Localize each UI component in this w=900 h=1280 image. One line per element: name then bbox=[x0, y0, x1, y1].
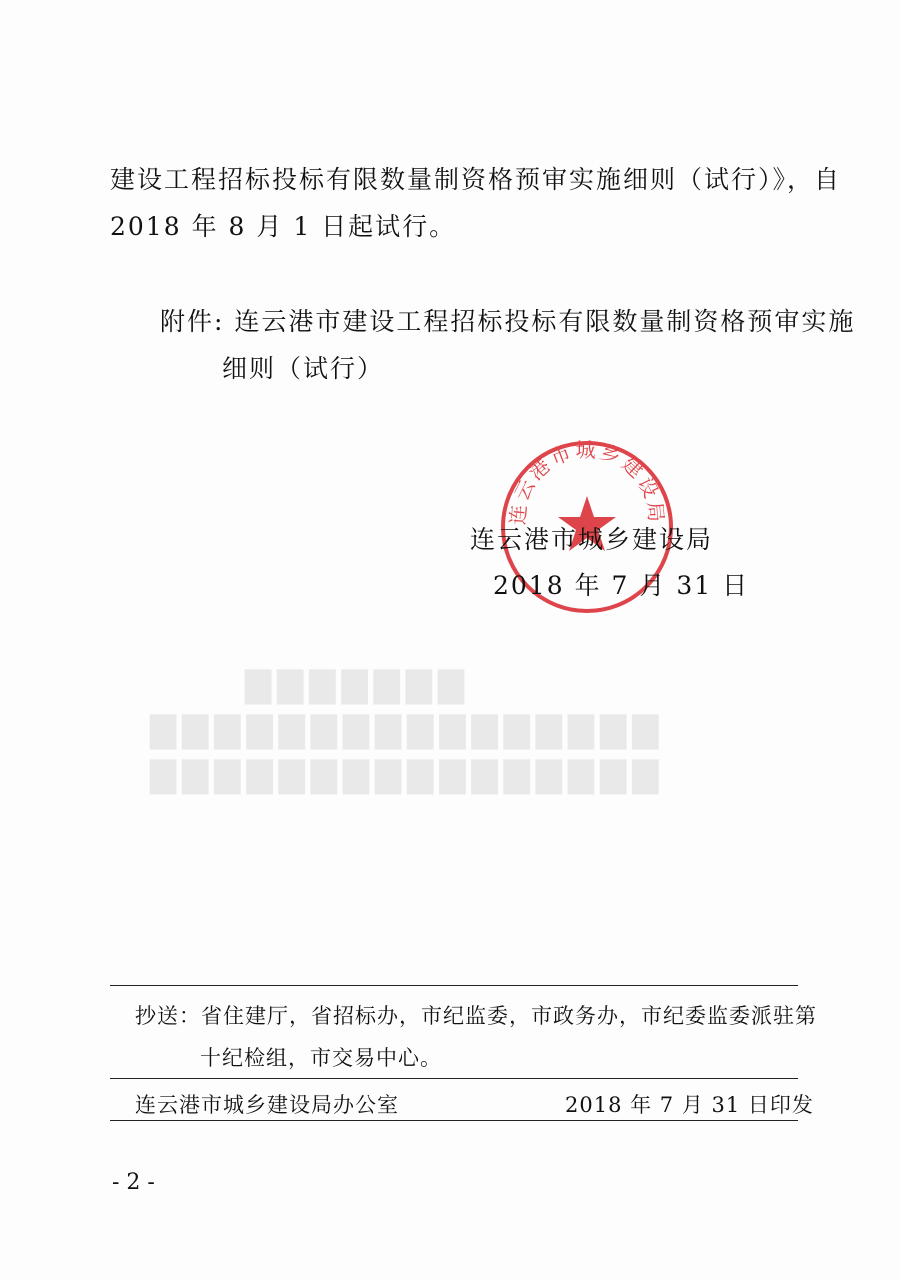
cc-line-2: 十纪检组，市交易中心。 bbox=[200, 1046, 442, 1070]
bleed-through-title: ▇▇▇▇▇▇▇ bbox=[245, 665, 471, 705]
office-name: 连云港市城乡建设局办公室 bbox=[135, 1093, 399, 1117]
body-paragraph-line-1: 建设工程招标投标有限数量制资格预审实施细则（试行）》，自 bbox=[110, 165, 842, 194]
bleed-through-title-3: ▇▇▇▇▇▇▇▇▇▇▇▇▇▇▇▇ bbox=[150, 755, 665, 795]
body-paragraph-line-2: 2018 年 8 月 1 日起试行。 bbox=[110, 212, 457, 241]
seal-text: 连云港市城乡建设局 bbox=[505, 438, 669, 526]
cc-line-1: 抄送：省住建厅，省招标办，市纪监委，市政务办，市纪委监委派驻第 bbox=[135, 1004, 817, 1028]
footer-top-rule bbox=[110, 985, 798, 986]
bleed-through-title-2: ▇▇▇▇▇▇▇▇▇▇▇▇▇▇▇▇ bbox=[150, 710, 665, 750]
issue-date: 2018 年 7 月 31 日 bbox=[493, 571, 750, 600]
attachment-line-1: 附件: 连云港市建设工程招标投标有限数量制资格预审实施 bbox=[160, 307, 856, 336]
page-number: - 2 - bbox=[112, 1170, 155, 1195]
issuer-name: 连云港市城乡建设局 bbox=[470, 525, 714, 554]
print-date: 2018 年 7 月 31 日印发 bbox=[565, 1093, 814, 1117]
footer-bottom-rule bbox=[110, 1120, 798, 1121]
attachment-line-2: 细则（试行） bbox=[222, 354, 385, 383]
footer-middle-rule bbox=[110, 1078, 798, 1079]
